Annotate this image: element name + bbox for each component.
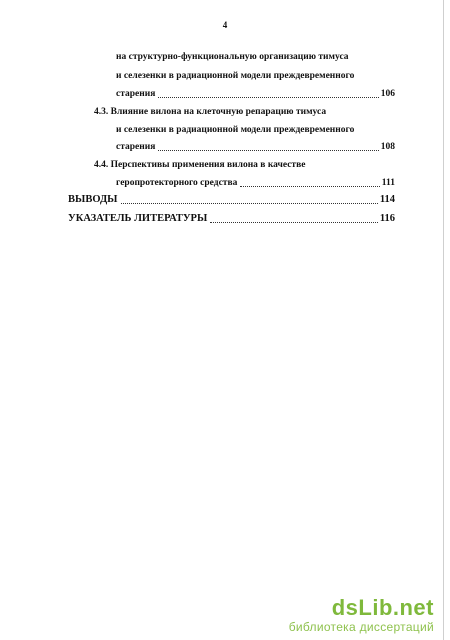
scan-edge-line <box>443 0 444 640</box>
toc-leader-dots <box>240 185 379 187</box>
toc-leader-dots <box>210 221 378 223</box>
toc-page-number: 106 <box>380 89 395 99</box>
toc-line <box>116 124 354 136</box>
toc-line <box>94 106 326 118</box>
page-number: 4 <box>222 20 228 30</box>
toc-entry-title: геропротекторного средства <box>116 178 238 188</box>
toc-line-text: 4.3. Влияние вилона на клеточную репарацию тимуса <box>94 107 327 117</box>
toc-leader-dots <box>121 202 378 204</box>
watermark-subtitle: библиотека диссертаций <box>288 620 434 634</box>
watermark-title: dsLib.net <box>331 595 434 620</box>
toc-entry-conclusions <box>68 194 395 206</box>
toc-line <box>116 51 349 63</box>
toc-line-text: и селезенки в радиационной модели преждевременного <box>116 125 355 135</box>
toc-line-text: 4.4. Перспективы применения вилона в качестве <box>94 160 306 170</box>
toc-leader-dots <box>158 96 378 98</box>
toc-entry-title: старения <box>116 89 156 99</box>
toc-entry-title: ВЫВОДЫ <box>68 194 118 205</box>
toc-entry <box>116 88 395 100</box>
toc-entry-references <box>68 213 395 225</box>
toc-page-number: 116 <box>379 213 395 224</box>
toc-line-text: и селезенки в радиационной модели преждевременного <box>116 71 355 81</box>
toc-entry <box>116 177 395 189</box>
toc-line-text: на структурно-функциональную организацию тимуса <box>116 52 349 62</box>
toc-page-number: 108 <box>380 142 395 152</box>
toc-entry-title: старения <box>116 142 156 152</box>
toc-page-number: 114 <box>379 194 395 205</box>
toc-page-number: 111 <box>381 178 395 188</box>
toc-line <box>116 70 354 82</box>
toc-leader-dots <box>158 149 378 151</box>
watermark-logo <box>289 596 434 634</box>
toc-line <box>94 159 305 171</box>
toc-entry <box>116 141 395 153</box>
toc-entry-title: УКАЗАТЕЛЬ ЛИТЕРАТУРЫ <box>68 213 208 224</box>
